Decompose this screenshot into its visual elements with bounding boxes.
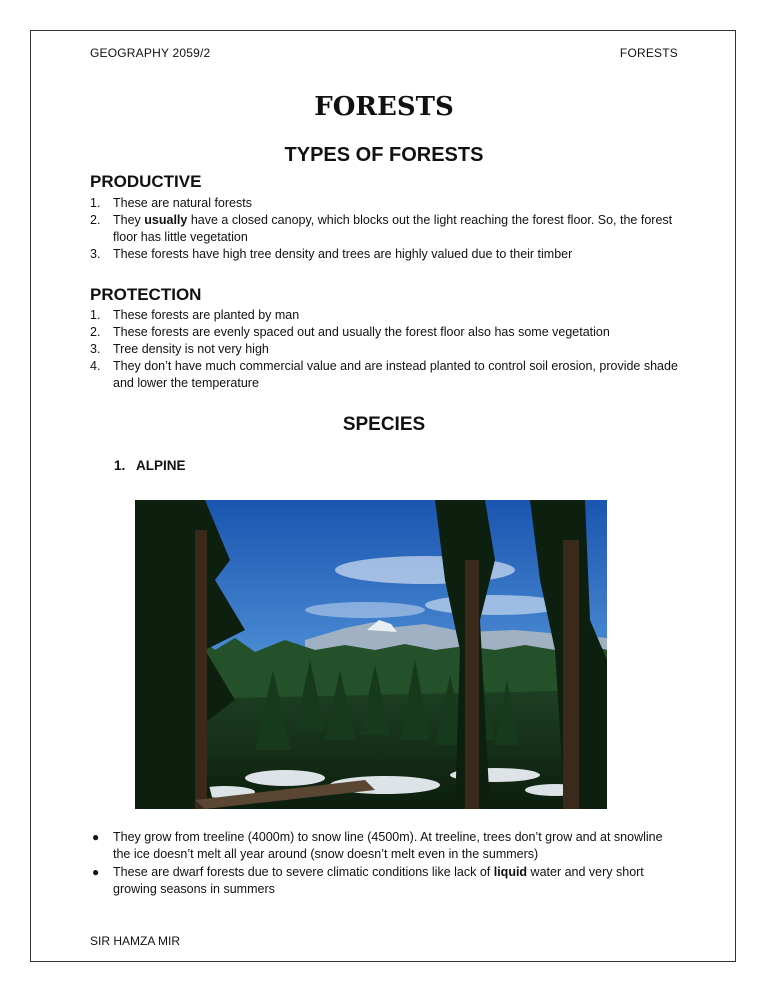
bullet-icon: ● bbox=[92, 830, 100, 844]
alpine-bullets bbox=[90, 829, 680, 899]
list-item: ● These are dwarf forests due to severe climatic conditions like lack of liquid water and very short growing seasons in summers bbox=[92, 865, 644, 896]
list-item: 2. They usually have a closed canopy, which blocks out the light reaching the forest floor. So, the forest floor has little vegetation bbox=[90, 213, 673, 244]
list-item: 1. These forests are planted by man bbox=[90, 308, 300, 322]
list-item: 3. Tree density is not very high bbox=[90, 342, 269, 356]
protection-heading: PROTECTION bbox=[90, 285, 202, 304]
list-item: ● They grow from treeline (4000m) to snow line (4500m). At treeline, trees don’t grow and at snowline the ice doesn’t melt all year around (snow doesn’t melt even in the summers) bbox=[92, 830, 663, 861]
header-topic: FORESTS bbox=[619, 46, 678, 60]
productive-list bbox=[90, 195, 680, 263]
bullet-icon: ● bbox=[92, 865, 100, 879]
page-border bbox=[30, 30, 736, 962]
productive-heading: PRODUCTIVE bbox=[90, 172, 202, 191]
list-item: 1. These are natural forests bbox=[90, 196, 252, 210]
list-item: 2. These forests are evenly spaced out and usually the forest floor also has some vegetation bbox=[90, 325, 610, 339]
emphasis-usually: usually bbox=[144, 213, 188, 227]
list-item: 3. These forests have high tree density and trees are highly valued due to their timber bbox=[90, 247, 573, 261]
protection-list bbox=[90, 307, 680, 392]
header-course: GEOGRAPHY 2059/2 bbox=[90, 46, 211, 60]
alpine-forest-photo bbox=[135, 500, 607, 809]
emphasis-liquid: liquid bbox=[493, 865, 528, 879]
footer-author: SIR HAMZA MIR bbox=[90, 934, 181, 948]
page-subtitle: TYPES OF FORESTS bbox=[284, 144, 484, 166]
page-title: FORESTS bbox=[314, 92, 454, 122]
species-heading: SPECIES bbox=[342, 414, 426, 435]
species-item-alpine: 1. ALPINE bbox=[114, 458, 186, 473]
list-item: 4. They don’t have much commercial value and are instead planted to control soil erosion, provide shade and lower the temperature bbox=[90, 359, 678, 390]
